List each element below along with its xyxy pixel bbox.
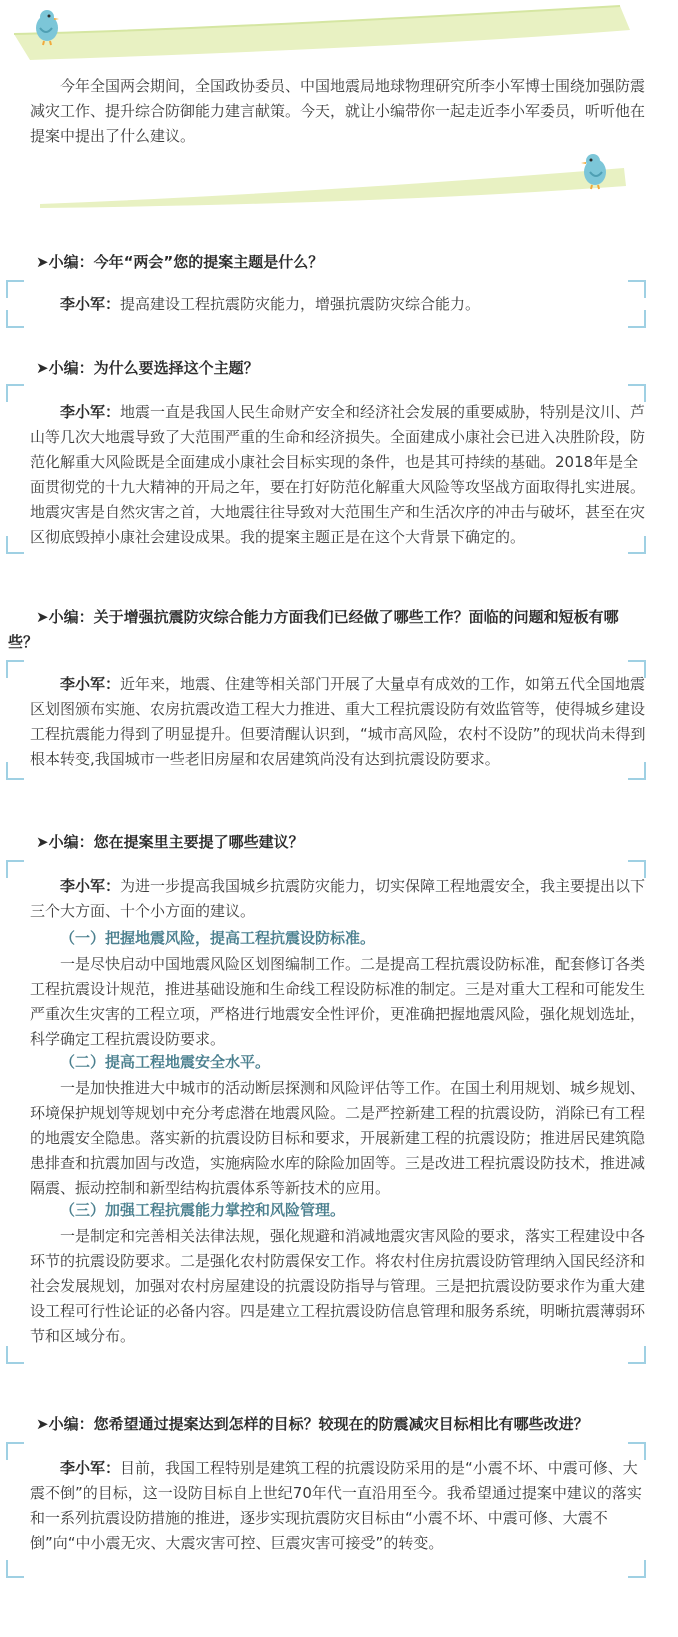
frame-corner bbox=[6, 310, 24, 328]
answer-speaker: 李小军： bbox=[60, 877, 121, 895]
question-5: ➤小编：您希望通过提案达到怎样的目标？较现在的防震减灾目标相比有哪些改进？ bbox=[36, 1415, 589, 1433]
answer-text: 为进一步提高我国城乡抗震防灾能力，切实保障工程地震安全，我主要提出以下三个大方面、十个小方面的建议。 bbox=[30, 877, 646, 920]
header-band bbox=[0, 0, 678, 62]
section-text-1: 一是尽快启动中国地震风险区划图编制工作。二是提高工程抗震设防标准，配套修订各类工程抗震设计规范，推进基础设施和生命线工程设防标准的制定。三是对重大工程和可能发生严重次生灾害的工程立项，严格进行地震安全性评价，更准确把握地震风险，强化规划选址，科学确定工程抗震设防要求。 bbox=[30, 955, 646, 1048]
section-title-3: （三）加强工程抗震能力掌控和风险管理。 bbox=[60, 1201, 346, 1219]
answer-4 bbox=[30, 874, 650, 924]
section-title-2: （二）提高工程地震安全水平。 bbox=[60, 1053, 271, 1071]
frame-corner bbox=[628, 310, 646, 328]
divider-band bbox=[0, 160, 678, 210]
question-2: ➤小编：为什么要选择这个主题？ bbox=[36, 359, 259, 377]
answer-1 bbox=[30, 292, 650, 317]
frame-corner bbox=[628, 762, 646, 780]
frame-corner bbox=[6, 660, 24, 678]
question-3: ➤小编：关于增强抗震防灾综合能力方面我们已经做了哪些工作？面临的问题和短板有哪些？ bbox=[8, 608, 619, 651]
question-4: ➤小编：您在提案里主要提了哪些建议？ bbox=[36, 833, 304, 851]
intro-paragraph: 今年全国两会期间，全国政协委员、中国地震局地球物理研究所李小军博士围绕加强防震减灾工作、提升综合防御能力建言献策。今天，就让小编带你一起走近李小军委员，听听他在提案中提出了什么建议。 bbox=[30, 77, 646, 145]
frame-corner bbox=[6, 384, 24, 402]
bird-icon bbox=[30, 8, 64, 46]
frame-corner bbox=[6, 280, 24, 298]
answer-text: 目前，我国工程特别是建筑工程的抗震设防采用的是“小震不坏、中震可修、大震不倒”的目标，这一设防目标自上世纪70年代一直沿用至今。我希望通过提案中建议的落实和一系列抗震设防措施的推进，逐步实现抗震防灾目标由“小震不坏、中震可修、大震不倒”向“中小震无灾、大震灾害可控、巨震灾害可接受”的转变。 bbox=[30, 1459, 642, 1552]
frame-corner bbox=[6, 860, 24, 878]
answer-5 bbox=[30, 1456, 650, 1556]
answer-3 bbox=[30, 672, 650, 772]
frame-corner bbox=[6, 536, 24, 554]
frame-corner bbox=[6, 1560, 24, 1578]
bird-icon bbox=[578, 152, 612, 190]
answer-text: 提高建设工程抗震防灾能力，增强抗震防灾综合能力。 bbox=[120, 295, 481, 313]
answer-speaker: 李小军： bbox=[60, 1459, 121, 1477]
frame-corner bbox=[628, 1346, 646, 1364]
frame-corner bbox=[628, 1560, 646, 1578]
answer-2 bbox=[30, 400, 650, 550]
frame-corner bbox=[6, 1442, 24, 1460]
answer-speaker: 李小军： bbox=[60, 295, 121, 313]
question-1: ➤小编：今年“两会”您的提案主题是什么？ bbox=[36, 253, 324, 271]
frame-corner bbox=[6, 762, 24, 780]
section-text-2: 一是加快推进大中城市的活动断层探测和风险评估等工作。在国土利用规划、城乡规划、环境保护规划等规划中充分考虑潜在地震风险。二是严控新建工程的抗震设防，消除已有工程的地震安全隐患。落实新的抗震设防目标和要求，开展新建工程的抗震设防；推进居民建筑隐患排查和抗震加固与改造，实施病险水库的除险加固等。三是改进工程抗震设防技术，推进减隔震、振动控制和新型结构抗震体系等新技术的应用。 bbox=[30, 1079, 646, 1197]
frame-corner bbox=[6, 1346, 24, 1364]
section-title-1: （一）把握地震风险，提高工程抗震设防标准。 bbox=[60, 929, 376, 947]
answer-speaker: 李小军： bbox=[60, 403, 121, 421]
answer-speaker: 李小军： bbox=[60, 675, 121, 693]
frame-corner bbox=[628, 536, 646, 554]
answer-text: 地震一直是我国人民生命财产安全和经济社会发展的重要威胁，特别是汶川、芦山等几次大地震导致了大范围严重的生命和经济损失。全面建成小康社会已进入决胜阶段，防范化解重大风险既是全面建成小康社会目标实现的条件，也是其可持续的基础。2018年是全面贯彻党的十九大精神的开局之年，要在打好防范化解重大风险等攻坚战方面取得扎实进展。地震灾害是自然灾害之首，大地震往往导致对大范围生产和生活次序的冲击与破坏，甚至在灾区彻底毁掉小康社会建设成果。我的提案主题正是在这个大背景下确定的。 bbox=[30, 403, 646, 546]
answer-text: 近年来，地震、住建等相关部门开展了大量卓有成效的工作，如第五代全国地震区划图颁布实施、农房抗震改造工程大力推进、重大工程抗震设防有效监管等，使得城乡建设工程抗震能力得到了明显提升。但要清醒认识到，“城市高风险，农村不设防”的现状尚未得到根本转变,我国城市一些老旧房屋和农居建筑尚没有达到抗震设防要求。 bbox=[30, 675, 646, 768]
section-text-3: 一是制定和完善相关法律法规，强化规避和消减地震灾害风险的要求，落实工程建设中各环节的抗震设防要求。二是强化农村防震保安工作。将农村住房抗震设防管理纳入国民经济和社会发展规划，加强对农村房屋建设的抗震设防指导与管理。三是把抗震设防要求作为重大建设工程可行性论证的必备内容。四是建立工程抗震设防信息管理和服务系统，明晰抗震薄弱环节和区域分布。 bbox=[30, 1227, 646, 1345]
